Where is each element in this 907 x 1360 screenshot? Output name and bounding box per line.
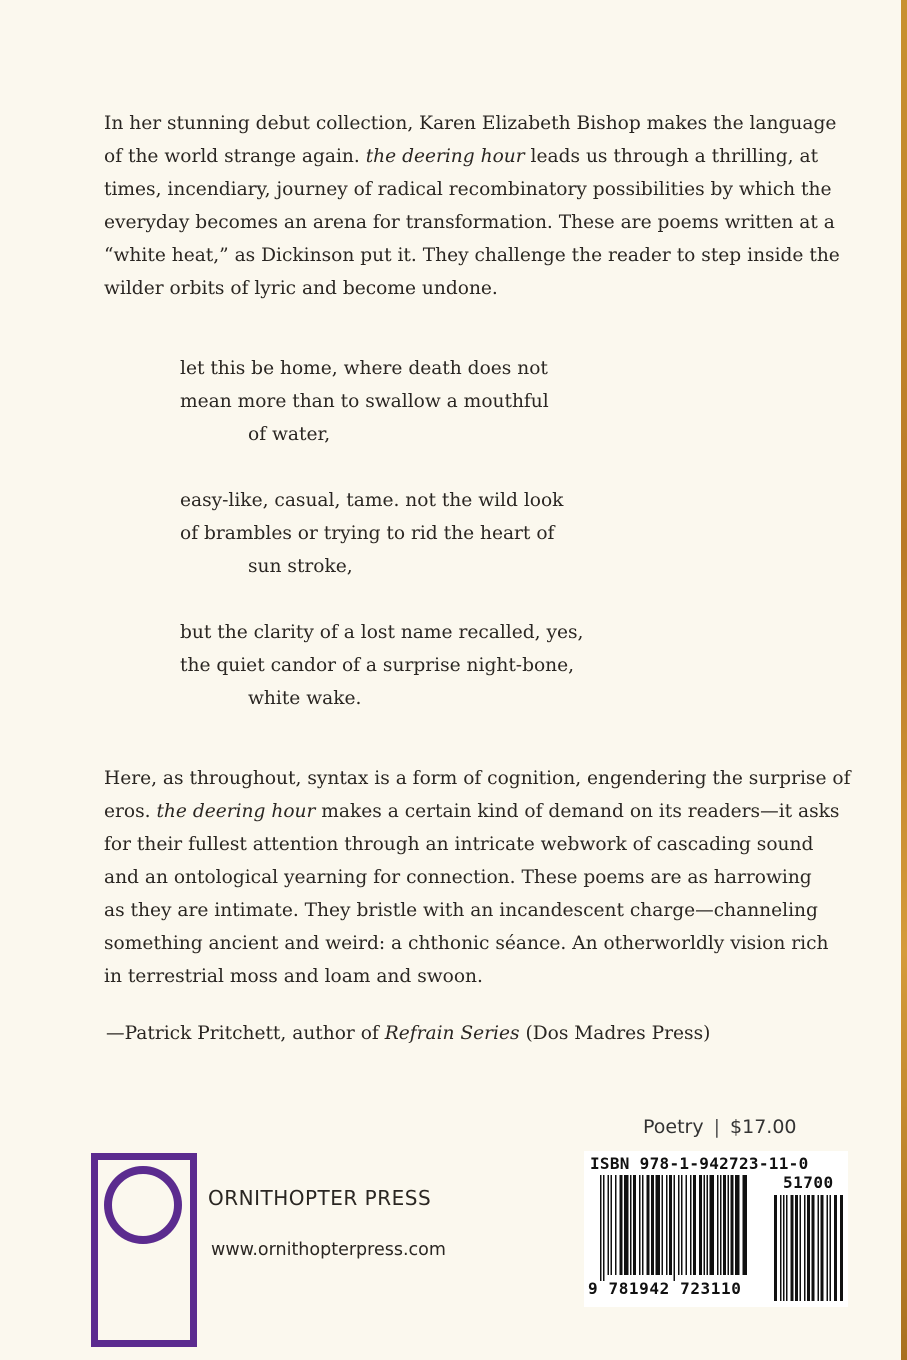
poem-line: mean more than to swallow a mouthful (180, 391, 549, 412)
barcode-bar (642, 1175, 644, 1275)
barcode-bar (774, 1195, 777, 1301)
text-run: in terrestrial moss and loam and swoon. (104, 966, 483, 987)
text-run: of the world strange again. (104, 146, 366, 167)
barcode-bar (818, 1195, 820, 1301)
genre-label: Poetry (643, 1116, 704, 1138)
barcode-bar (780, 1195, 782, 1301)
paragraph-line (104, 272, 804, 305)
poem-line: let this be home, where death does not (180, 358, 548, 379)
barcode-bar (693, 1175, 696, 1275)
text-run: —Patrick Pritchett, author of (106, 1023, 385, 1044)
barcode-bar (662, 1175, 664, 1275)
paragraph-line (104, 894, 818, 927)
blurb-paragraph-2 (104, 762, 851, 993)
text-run: something ancient and weird: a chthonic séance. An otherworldly vision rich (104, 933, 829, 954)
poem-stanza (180, 616, 600, 715)
barcode-bar (600, 1175, 602, 1281)
poem-line: of brambles or trying to rid the heart of (180, 523, 555, 544)
barcode-bar (669, 1175, 672, 1275)
publisher-url: www.ornithopterpress.com (211, 1240, 446, 1260)
barcode-bar (686, 1175, 688, 1275)
barcode-bar (674, 1175, 676, 1281)
barcode-bar (735, 1175, 740, 1275)
blurb-attribution (106, 1017, 710, 1050)
paragraph-line (104, 140, 819, 173)
publisher-logo (91, 1153, 197, 1347)
price-label: $17.00 (730, 1116, 797, 1138)
barcode-bar (728, 1175, 730, 1275)
text-run: everyday becomes an arena for transformation. These are poems written at a (104, 212, 835, 233)
barcode-bar (639, 1175, 641, 1275)
paragraph-line (104, 960, 804, 993)
barcode-bar (827, 1195, 829, 1301)
text-run: times, incendiary, journey of radical recombinatory possibilities by which the (104, 179, 832, 200)
paragraph-line (104, 828, 814, 861)
barcode-addon-code: 51700 (783, 1173, 834, 1192)
barcode-bar (804, 1195, 806, 1301)
barcode-bar (800, 1195, 802, 1301)
barcode-bar (720, 1175, 722, 1275)
ean-digits: 9 781942 723110 (588, 1279, 742, 1298)
poem-line: of water, (248, 424, 331, 445)
poem-line: the quiet candor of a surprise night-bone, (180, 655, 575, 676)
italic-title-text: the deering hour (156, 801, 316, 822)
barcode-bar (678, 1175, 680, 1275)
barcode-bar (656, 1175, 661, 1275)
spine-edge (901, 0, 907, 1360)
text-run: Here, as throughout, syntax is a form of cognition, engendering the surprise of (104, 768, 851, 789)
text-run: leads us through a thrilling, at (524, 146, 819, 167)
barcode-bar (630, 1175, 632, 1275)
barcode-bar (710, 1175, 715, 1275)
barcode-bar (807, 1195, 810, 1301)
publisher-name: ORNITHOPTER PRESS (208, 1186, 432, 1210)
barcode-bar (707, 1175, 709, 1275)
barcode-bar (795, 1195, 798, 1301)
poem-line: but the clarity of a lost name recalled, yes, (180, 622, 584, 643)
barcode-bar (633, 1175, 636, 1275)
paragraph-line (104, 206, 835, 239)
barcode-bar (611, 1175, 613, 1275)
paragraph-line (104, 239, 840, 272)
blurb-paragraph-1 (104, 107, 840, 305)
isbn-label: ISBN 978-1-942723-11-0 (590, 1154, 809, 1173)
paragraph-line (104, 762, 851, 795)
barcode-bar (834, 1195, 837, 1301)
paragraph-line (104, 107, 837, 140)
barcode-bar (723, 1175, 726, 1275)
poem-line: sun stroke, (248, 556, 353, 577)
text-run: as they are intimate. They bristle with an incandescent charge—channeling (104, 900, 818, 921)
barcode-bar (743, 1175, 748, 1275)
barcode-bar (608, 1175, 610, 1275)
text-run: for their fullest attention through an intricate webwork of cascading sound (104, 834, 814, 855)
poem-line: white wake. (248, 688, 362, 709)
barcode-bar (791, 1195, 794, 1301)
isbn-barcode (584, 1151, 848, 1307)
poem-stanza (180, 352, 600, 451)
barcode-bar (620, 1175, 623, 1275)
text-run: and an ontological yearning for connection. These poems are as harrowing (104, 867, 812, 888)
barcode-bar (830, 1195, 832, 1301)
paragraph-line (104, 861, 812, 894)
barcode-bar (840, 1195, 843, 1301)
barcode-bar (647, 1175, 650, 1275)
barcode-bar (812, 1195, 815, 1301)
poem-line: easy-like, casual, tame. not the wild look (180, 490, 564, 511)
genre-price-line (643, 1116, 797, 1138)
barcode-bar (666, 1175, 668, 1275)
text-run: “white heat,” as Dickinson put it. They challenge the reader to step inside the (104, 245, 840, 266)
price-separator: | (713, 1116, 721, 1138)
logo-circle-icon (104, 1166, 182, 1244)
barcode-bar (624, 1175, 629, 1275)
barcode-bar (821, 1195, 824, 1301)
barcode-bar (603, 1175, 605, 1281)
italic-title-text: the deering hour (365, 146, 525, 167)
italic-title-text: Refrain Series (384, 1023, 520, 1044)
barcode-bar (615, 1175, 617, 1275)
paragraph-line (104, 795, 840, 828)
barcode-bar (783, 1195, 785, 1301)
barcode-bar (717, 1175, 719, 1275)
text-run: wilder orbits of lyric and become undone. (104, 278, 498, 299)
barcode-bar (786, 1195, 788, 1301)
text-run: In her stunning debut collection, Karen Elizabeth Bishop makes the language (104, 113, 837, 134)
poem-stanza (180, 484, 600, 583)
barcode-bar (690, 1175, 692, 1275)
barcode-bar (651, 1175, 654, 1275)
paragraph-line (104, 927, 829, 960)
paragraph-line (104, 173, 832, 206)
barcode-bar (704, 1175, 706, 1275)
text-run: (Dos Madres Press) (519, 1023, 711, 1044)
barcode-bar (681, 1175, 683, 1275)
text-run: makes a certain kind of demand on its readers—it asks (315, 801, 840, 822)
barcode-bar (731, 1175, 734, 1275)
text-run: eros. (104, 801, 157, 822)
barcode-bar (699, 1175, 702, 1275)
poem-excerpt (180, 352, 600, 748)
